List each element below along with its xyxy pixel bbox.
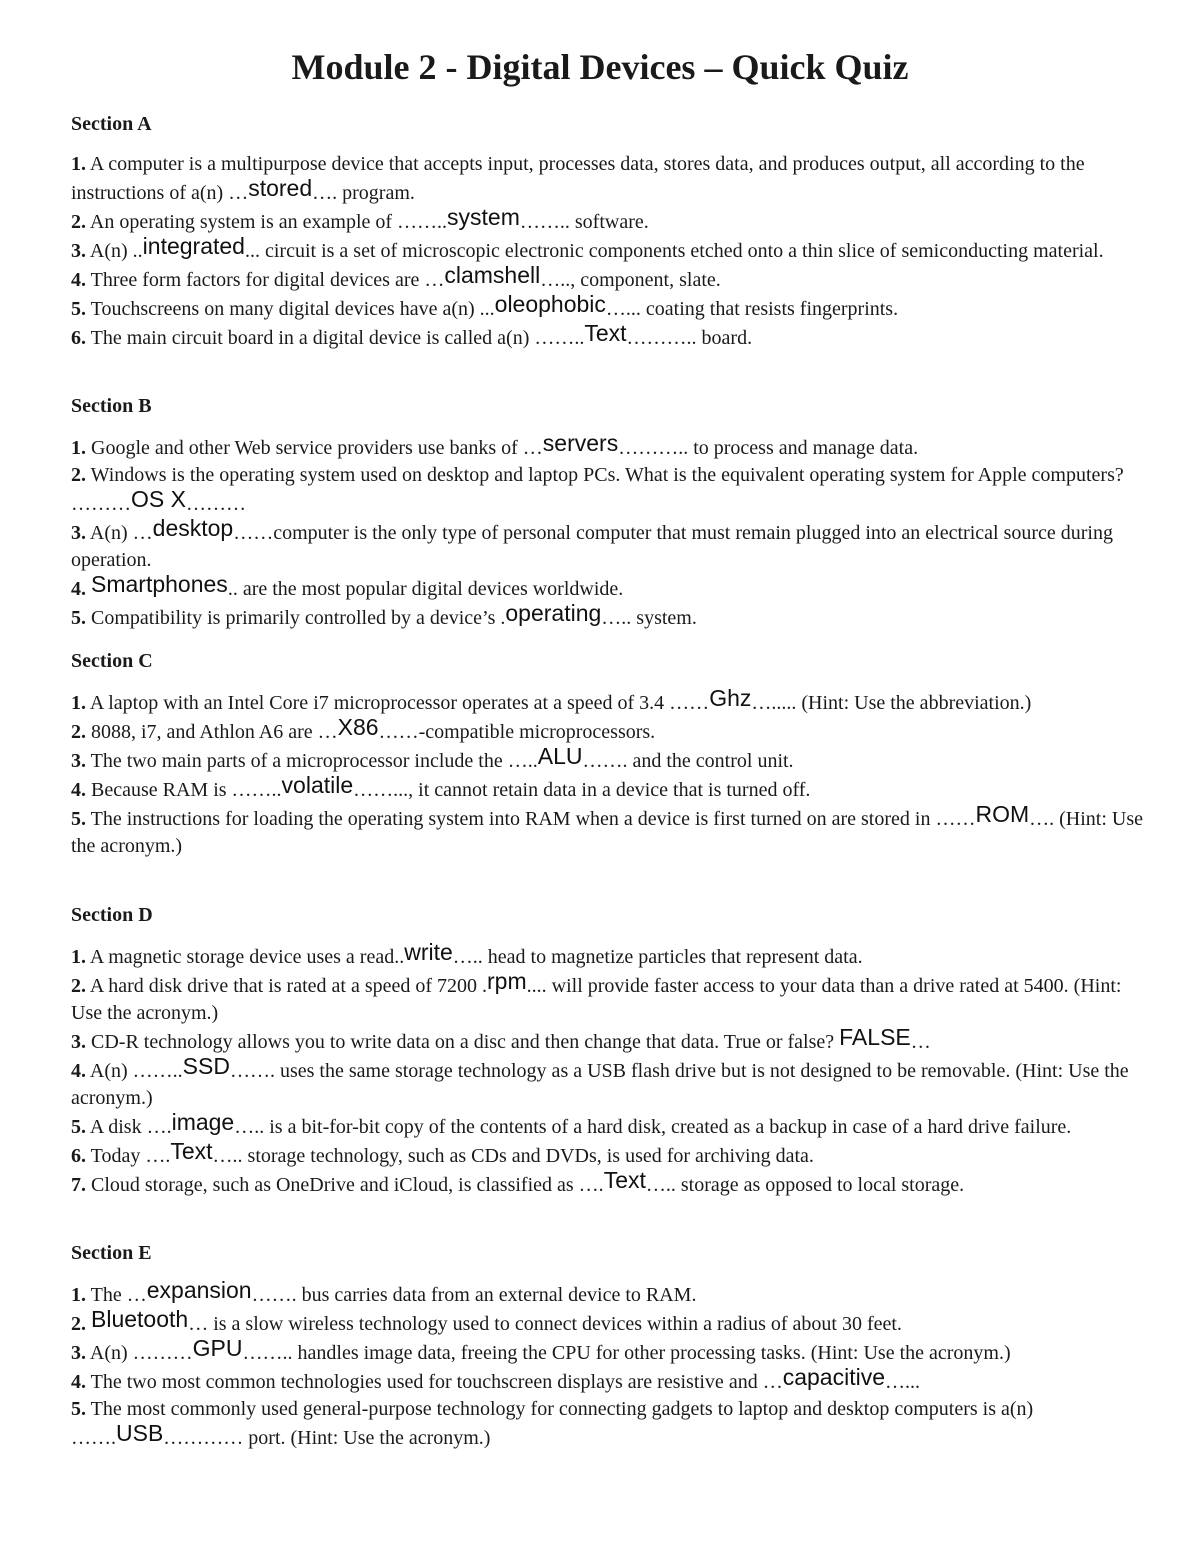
question-item bbox=[71, 430, 1156, 462]
answer-fill: servers bbox=[542, 430, 619, 456]
answer-fill: volatile bbox=[281, 772, 354, 798]
question-item bbox=[71, 685, 1156, 717]
answer-fill: USB bbox=[116, 1420, 164, 1446]
question-item bbox=[71, 772, 1156, 804]
answer-fill: Bluetooth bbox=[91, 1306, 189, 1332]
question-number: 3. bbox=[71, 750, 86, 772]
question-item bbox=[71, 1138, 1156, 1170]
question-text: Cloud storage, such as OneDrive and iCloud, is classified as …. bbox=[86, 1174, 604, 1196]
question-text: Because RAM is …….. bbox=[86, 779, 282, 801]
question-text: A disk …. bbox=[86, 1116, 172, 1138]
answer-fill: Text bbox=[170, 1138, 213, 1164]
section-heading: Section A bbox=[71, 113, 152, 135]
question-text: The most commonly used general-purpose technology for connecting gadgets to laptop and desktop computers is a(n) ……. bbox=[71, 1398, 1034, 1449]
question-number: 1. bbox=[71, 946, 86, 968]
question-item bbox=[71, 1024, 1156, 1056]
question-number: 1. bbox=[71, 692, 86, 714]
question-text-end: .... will provide faster access to your data than a drive rated at 5400. (Hint: Use the acronym.) bbox=[71, 975, 1122, 1024]
question-number: 5. bbox=[71, 607, 86, 629]
answer-fill: clamshell bbox=[444, 262, 541, 288]
question-text: CD-R technology allows you to write data on a disc and then change that data. True or false? bbox=[86, 1031, 840, 1053]
question-number: 4. bbox=[71, 1060, 86, 1082]
question-text-end: ……. uses the same storage technology as a USB flash drive but is not designed to be removable. (Hint: Use the acronym.) bbox=[71, 1060, 1129, 1109]
question-text: Google and other Web service providers use banks of … bbox=[86, 437, 543, 459]
answer-fill: OS X bbox=[131, 486, 186, 512]
answer-fill: GPU bbox=[192, 1335, 243, 1361]
page-title: Module 2 - Digital Devices – Quick Quiz bbox=[291, 47, 909, 87]
question-text: A hard disk drive that is rated at a speed of 7200 . bbox=[86, 975, 488, 997]
question-text-end: ….. storage as opposed to local storage. bbox=[645, 1174, 965, 1196]
question-number: 5. bbox=[71, 1398, 86, 1420]
question-list bbox=[71, 1277, 1156, 1452]
question-text-end: …..... (Hint: Use the abbreviation.) bbox=[751, 692, 1032, 714]
question-text-end: ….., component, slate. bbox=[540, 269, 721, 291]
question-item bbox=[71, 1109, 1156, 1141]
question-number: 4. bbox=[71, 1371, 86, 1393]
question-number: 3. bbox=[71, 522, 86, 544]
question-number: 7. bbox=[71, 1174, 86, 1196]
question-item bbox=[71, 571, 1156, 603]
question-text-end: …... coating that resists fingerprints. bbox=[605, 298, 899, 320]
question-number: 3. bbox=[71, 1342, 86, 1364]
question-item bbox=[71, 1396, 1156, 1452]
question-text-end: ……computer is the only type of personal computer that must remain plugged into an electrical source during operation. bbox=[71, 522, 1113, 571]
question-list bbox=[71, 939, 1156, 1199]
question-text-end: ….. head to magnetize particles that represent data. bbox=[452, 946, 863, 968]
section-heading: Section B bbox=[71, 395, 152, 417]
question-number: 4. bbox=[71, 779, 86, 801]
answer-fill: expansion bbox=[146, 1277, 252, 1303]
question-number: 4. bbox=[71, 578, 86, 600]
question-text: The … bbox=[86, 1284, 147, 1306]
question-text: 8088, i7, and Athlon A6 are … bbox=[86, 721, 338, 743]
question-list bbox=[71, 430, 1156, 632]
question-text: Touchscreens on many digital devices have a(n) ... bbox=[86, 298, 495, 320]
question-item bbox=[71, 204, 1156, 236]
question-text: Compatibility is primarily controlled by a device’s . bbox=[86, 607, 506, 629]
question-number: 3. bbox=[71, 240, 86, 262]
question-text-end: …. (Hint: Use the acronym.) bbox=[71, 808, 1144, 857]
question-text: A magnetic storage device uses a read.. bbox=[86, 946, 405, 968]
answer-fill: Smartphones bbox=[91, 571, 228, 597]
question-text-end: ………… port. (Hint: Use the acronym.) bbox=[163, 1427, 491, 1449]
question-number: 5. bbox=[71, 298, 86, 320]
answer-fill: FALSE bbox=[839, 1024, 911, 1050]
question-item bbox=[71, 233, 1156, 265]
section-heading: Section D bbox=[71, 904, 153, 926]
question-number: 1. bbox=[71, 1284, 86, 1306]
answer-fill: X86 bbox=[337, 714, 379, 740]
question-item bbox=[71, 743, 1156, 775]
question-list bbox=[71, 685, 1156, 860]
question-number: 3. bbox=[71, 1031, 86, 1053]
question-text-end: …….. handles image data, freeing the CPU for other processing tasks. (Hint: Use the acronym.) bbox=[242, 1342, 1011, 1364]
question-text: An operating system is an example of …….. bbox=[86, 211, 448, 233]
question-text-end: ……….. to process and manage data. bbox=[618, 437, 919, 459]
question-item bbox=[71, 320, 1156, 352]
answer-fill: write bbox=[404, 939, 453, 965]
question-text: The two most common technologies used for touchscreen displays are resistive and … bbox=[86, 1371, 783, 1393]
answer-fill: integrated bbox=[142, 233, 245, 259]
answer-fill: oleophobic bbox=[494, 291, 606, 317]
question-text-end: … bbox=[910, 1031, 931, 1053]
question-text-end: ……. bus carries data from an external device to RAM. bbox=[251, 1284, 697, 1306]
question-number: 2. bbox=[71, 721, 86, 743]
question-item bbox=[71, 1167, 1156, 1199]
question-text: Windows is the operating system used on desktop and laptop PCs. What is the equivalent operating system for Apple computers? ……… bbox=[71, 464, 1124, 515]
section-d bbox=[71, 902, 1156, 1199]
answer-fill: desktop bbox=[152, 515, 234, 541]
question-item bbox=[71, 151, 1156, 207]
question-text-end: ….. storage technology, such as CDs and DVDs, is used for archiving data. bbox=[212, 1145, 814, 1167]
question-item bbox=[71, 515, 1156, 574]
question-number: 5. bbox=[71, 1116, 86, 1138]
question-text: A laptop with an Intel Core i7 microprocessor operates at a speed of 3.4 …… bbox=[86, 692, 710, 714]
question-number: 2. bbox=[71, 1313, 86, 1335]
question-text-end: ……-compatible microprocessors. bbox=[378, 721, 656, 743]
question-number: 5. bbox=[71, 808, 86, 830]
answer-fill: Text bbox=[603, 1167, 646, 1193]
question-text-end: …... bbox=[884, 1371, 920, 1393]
answer-fill: image bbox=[171, 1109, 235, 1135]
question-item bbox=[71, 1053, 1156, 1112]
question-text-end: ……….. board. bbox=[626, 327, 753, 349]
question-text-end: ... circuit is a set of microscopic electronic components etched onto a thin slice of semiconducting material. bbox=[244, 240, 1104, 262]
answer-fill: capacitive bbox=[782, 1364, 885, 1390]
question-text: Today …. bbox=[86, 1145, 171, 1167]
question-text: The main circuit board in a digital device is called a(n) …….. bbox=[86, 327, 585, 349]
question-text-end: … is a slow wireless technology used to connect devices within a radius of about 30 feet. bbox=[188, 1313, 902, 1335]
question-text: A(n) …….. bbox=[86, 1060, 183, 1082]
answer-fill: Ghz bbox=[709, 685, 752, 711]
question-item bbox=[71, 600, 1156, 632]
question-number: 6. bbox=[71, 1145, 86, 1167]
question-item bbox=[71, 939, 1156, 971]
question-text: The instructions for loading the operating system into RAM when a device is first turned on are stored in …… bbox=[86, 808, 976, 830]
answer-fill: Text bbox=[584, 320, 627, 346]
question-text-end: …. program. bbox=[312, 182, 415, 204]
answer-fill: rpm bbox=[487, 968, 527, 994]
question-list bbox=[71, 151, 1156, 352]
question-text-end: …….. software. bbox=[519, 211, 649, 233]
answer-fill: stored bbox=[248, 175, 313, 201]
section-b bbox=[71, 393, 1156, 632]
question-number: 2. bbox=[71, 464, 86, 486]
question-item bbox=[71, 1277, 1156, 1309]
question-text: A computer is a multipurpose device that accepts input, processes data, stores data, and produces output, all according to the instructions of a(n) … bbox=[71, 153, 1085, 204]
question-number: 2. bbox=[71, 211, 86, 233]
question-text-end: ……..., it cannot retain data in a device that is turned off. bbox=[353, 779, 811, 801]
question-text-end: ……… bbox=[185, 493, 246, 515]
answer-fill: system bbox=[447, 204, 520, 230]
question-number: 1. bbox=[71, 437, 86, 459]
question-item bbox=[71, 1335, 1156, 1367]
answer-fill: SSD bbox=[182, 1053, 230, 1079]
question-item bbox=[71, 291, 1156, 323]
question-number: 2. bbox=[71, 975, 86, 997]
question-item bbox=[71, 714, 1156, 746]
question-text-end: .. are the most popular digital devices worldwide. bbox=[227, 578, 624, 600]
question-item bbox=[71, 801, 1156, 860]
question-item bbox=[71, 1306, 1156, 1338]
question-text: A(n) ……… bbox=[86, 1342, 193, 1364]
question-item bbox=[71, 968, 1156, 1027]
question-item bbox=[71, 462, 1156, 518]
answer-fill: ALU bbox=[537, 743, 583, 769]
question-number: 6. bbox=[71, 327, 86, 349]
section-c bbox=[71, 648, 1156, 860]
question-number: 1. bbox=[71, 153, 86, 175]
question-item bbox=[71, 1364, 1156, 1396]
question-text-end: ….. system. bbox=[601, 607, 697, 629]
question-text: The two main parts of a microprocessor include the ….. bbox=[86, 750, 538, 772]
question-text-end: ……. and the control unit. bbox=[582, 750, 794, 772]
section-heading: Section E bbox=[71, 1242, 152, 1264]
question-text: A(n) .. bbox=[86, 240, 143, 262]
section-heading: Section C bbox=[71, 650, 153, 672]
question-number: 4. bbox=[71, 269, 86, 291]
question-item bbox=[71, 262, 1156, 294]
section-e bbox=[71, 1240, 1156, 1452]
question-text: A(n) … bbox=[86, 522, 153, 544]
question-text-end: ….. is a bit-for-bit copy of the contents of a hard disk, created as a backup in case of a hard drive failure. bbox=[234, 1116, 1072, 1138]
section-a bbox=[71, 111, 1156, 352]
question-text: Three form factors for digital devices are … bbox=[86, 269, 445, 291]
answer-fill: operating bbox=[505, 600, 602, 626]
answer-fill: ROM bbox=[975, 801, 1030, 827]
